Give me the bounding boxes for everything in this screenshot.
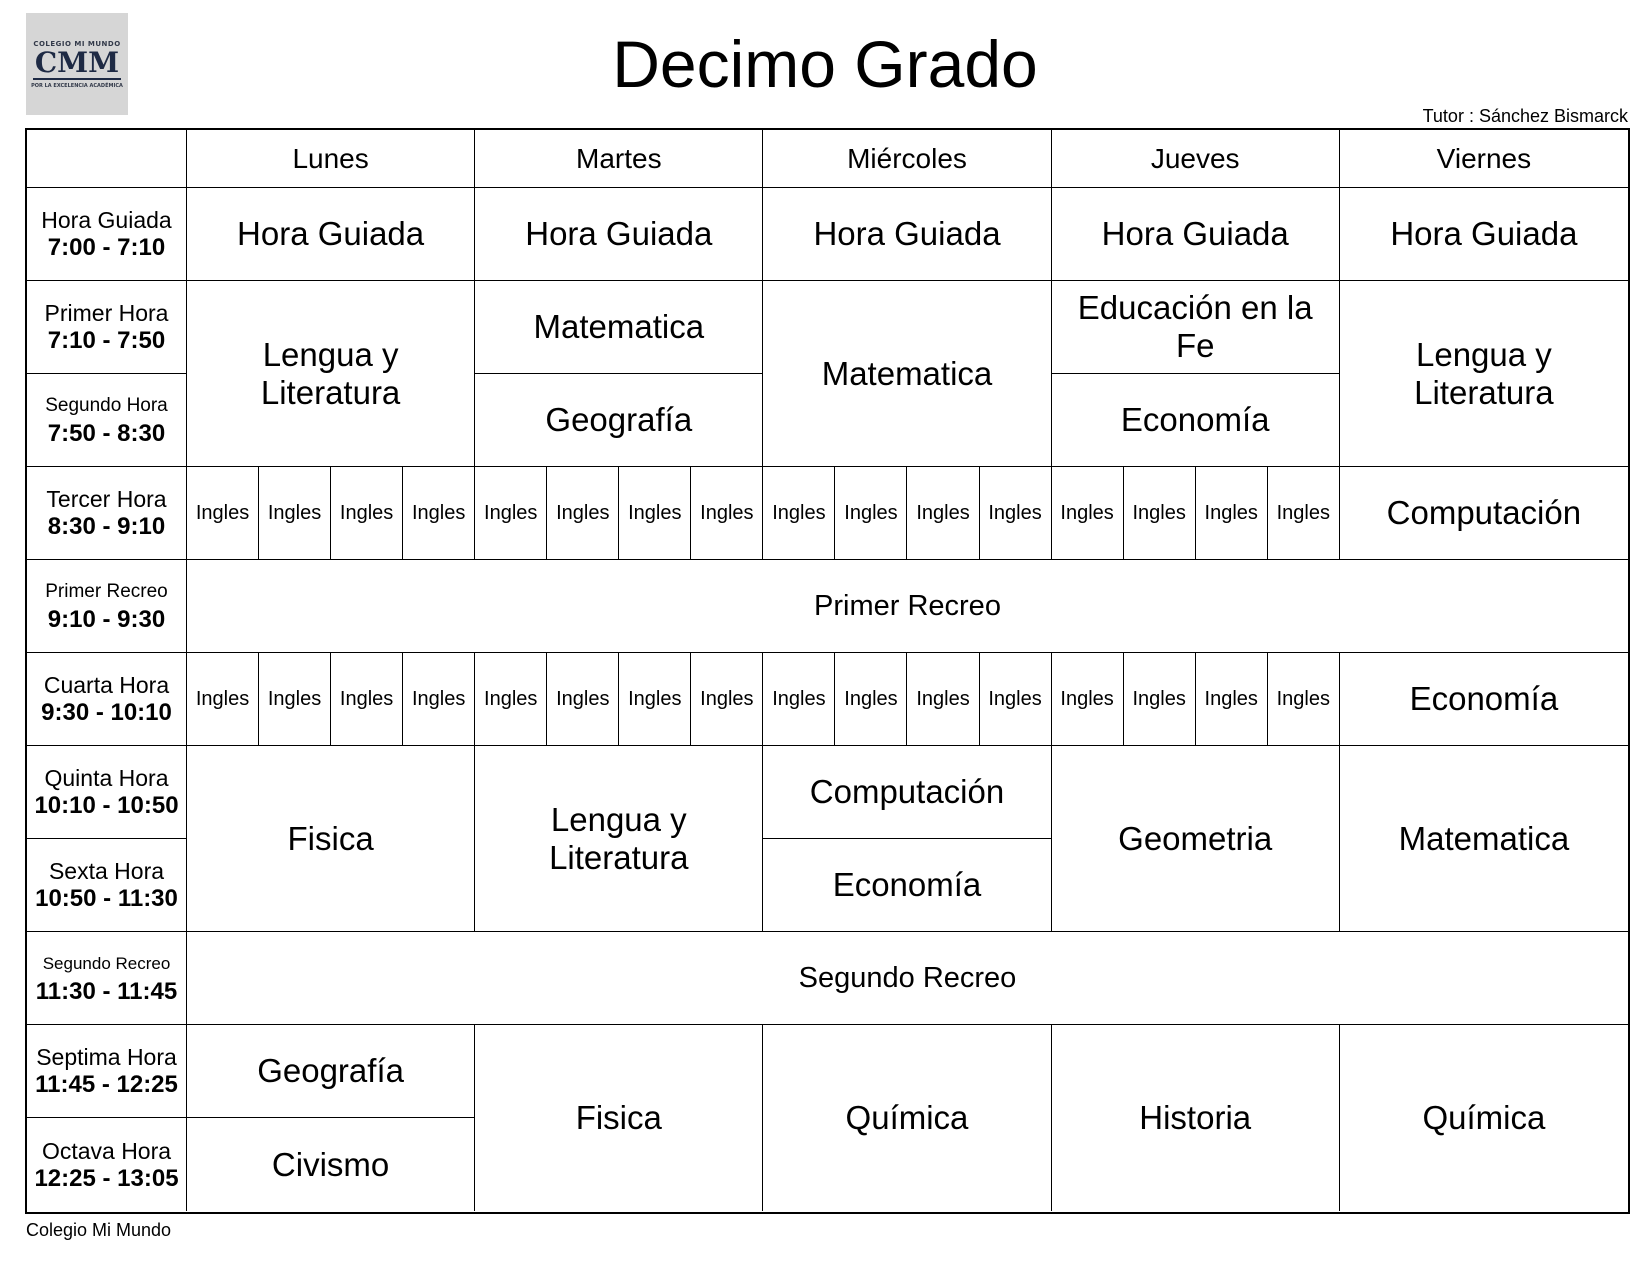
class-cell-ingles: Ingles [763,653,835,746]
period-name: Cuarta Hora [43,672,170,698]
period-time: 7:00 - 7:10 [47,234,166,261]
day-header-martes: Martes [475,130,763,188]
period-time: 11:30 - 11:45 [35,978,178,1005]
class-cell-quimica: Química [763,1025,1051,1211]
page-title: Decimo Grado [612,27,1038,101]
class-cell-hora-guiada: Hora Guiada [763,188,1051,281]
class-cell-ingles: Ingles [907,467,979,560]
class-cell-ingles: Ingles [835,653,907,746]
class-cell-ingles: Ingles [691,653,763,746]
class-cell-historia: Historia [1052,1025,1340,1211]
day-header-miercoles: Miércoles [763,130,1051,188]
day-header-jueves: Jueves [1052,130,1340,188]
class-cell-geometria: Geometria [1052,746,1340,932]
period-label [27,467,187,560]
class-cell-ingles: Ingles [763,467,835,560]
logo-arc-text: COLEGIO MI MUNDO [33,39,121,48]
period-time: 12:25 - 13:05 [34,1164,179,1192]
class-cell-lengua: Lengua y Literatura [187,281,475,467]
class-cell-ingles: Ingles [187,653,259,746]
class-cell-ingles: Ingles [1052,653,1124,746]
period-name: Hora Guiada [41,207,172,233]
period-time: 9:10 - 9:30 [47,606,166,633]
period-label [27,653,187,746]
class-cell-ingles: Ingles [835,467,907,560]
class-cell-ingles: Ingles [259,653,331,746]
period-name: Sexta Hora [48,858,165,884]
class-cell-ingles: Ingles [475,467,547,560]
period-time: 7:10 - 7:50 [47,327,166,354]
class-cell-ingles: Ingles [259,467,331,560]
class-cell-ingles: Ingles [1268,653,1340,746]
class-cell-quimica: Química [1422,1099,1546,1136]
period-label [27,1025,187,1118]
period-time: 10:10 - 10:50 [34,792,179,819]
footer-school-name: Colegio Mi Mundo [26,1220,172,1240]
period-name: Septima Hora [36,1044,177,1070]
break-primer-recreo: Primer Recreo [187,560,1628,653]
class-cell-fisica: Fisica [475,1025,763,1211]
period-time: 8:30 - 9:10 [47,513,166,540]
class-cell-ingles: Ingles [980,467,1052,560]
period-time: 11:45 - 12:25 [35,1071,178,1098]
class-cell-hora-guiada: Hora Guiada [1340,188,1628,281]
class-cell-ingles: Ingles [547,467,619,560]
period-label [27,839,187,932]
class-cell-matematica: Matematica [763,281,1051,467]
period-label [27,374,187,467]
class-cell-geografia: Geografía [187,1025,475,1118]
class-cell-ingles: Ingles [691,467,763,560]
class-cell-ingles: Ingles [619,653,691,746]
period-time: 10:50 - 11:30 [35,885,178,912]
period-label [27,560,187,653]
period-name: Tercer Hora [46,486,167,512]
class-cell-matematica: Matematica [475,281,763,374]
class-cell-ingles: Ingles [1124,653,1196,746]
class-cell-ingles: Ingles [1124,467,1196,560]
class-cell-ingles: Ingles [1052,467,1124,560]
period-label [27,746,187,839]
class-cell-hora-guiada: Hora Guiada [1052,188,1340,281]
class-cell-ingles: Ingles [1196,467,1268,560]
class-cell-economia: Economía [1052,374,1340,467]
class-cell-ingles: Ingles [403,653,475,746]
class-cell-lengua: Lengua y Literatura [1340,281,1628,467]
class-cell-civismo: Civismo [187,1118,475,1211]
period-name: Octava Hora [41,1137,172,1164]
period-time: 7:50 - 8:30 [47,420,166,447]
period-time: 9:30 - 10:10 [41,699,172,726]
tutor-label: Tutor : Sánchez Bismarck [1422,106,1628,126]
corner-cell [27,130,187,188]
class-cell-ingles: Ingles [331,467,403,560]
class-cell-ingles: Ingles [907,653,979,746]
class-cell-lengua: Lengua y Literatura [475,746,763,932]
period-label [27,1118,187,1211]
break-segundo-recreo: Segundo Recreo [187,932,1628,1025]
period-label [27,188,187,281]
class-cell-ingles: Ingles [187,467,259,560]
day-header-viernes: Viernes [1340,130,1628,188]
class-cell-economia: Economía [763,839,1051,932]
class-cell-geografia: Geografía [475,374,763,467]
period-label [27,281,187,374]
class-cell-ingles: Ingles [475,653,547,746]
class-cell-ingles: Ingles [547,653,619,746]
class-cell-ingles: Ingles [403,467,475,560]
period-name: Primer Recreo [45,581,168,602]
logo-monogram: CMM [34,45,120,79]
class-cell-hora-guiada: Hora Guiada [475,188,763,281]
class-cell-educacion-fe: Educación en la Fe [1052,281,1340,374]
class-cell-fisica: Fisica [187,746,475,932]
class-cell-ingles: Ingles [1196,653,1268,746]
class-cell-ingles: Ingles [980,653,1052,746]
class-cell-computacion: Computación [1340,467,1628,560]
class-cell-matematica: Matematica [1340,746,1628,932]
period-name: Primer Hora [44,300,169,326]
class-cell-economia: Economía [1340,653,1628,746]
logo-motto: POR LA EXCELENCIA ACADÉMICA [31,82,123,89]
period-name: Segundo Hora [45,395,168,416]
period-name: Segundo Recreo [42,954,171,973]
period-name: Quinta Hora [44,765,169,791]
class-cell-ingles: Ingles [1268,467,1340,560]
day-header-lunes: Lunes [187,130,475,188]
class-cell-hora-guiada: Hora Guiada [187,188,475,281]
class-cell-ingles: Ingles [331,653,403,746]
schedule-table [25,128,1630,1214]
period-label [27,932,187,1025]
class-cell-computacion: Computación [763,746,1051,839]
class-cell-ingles: Ingles [619,467,691,560]
